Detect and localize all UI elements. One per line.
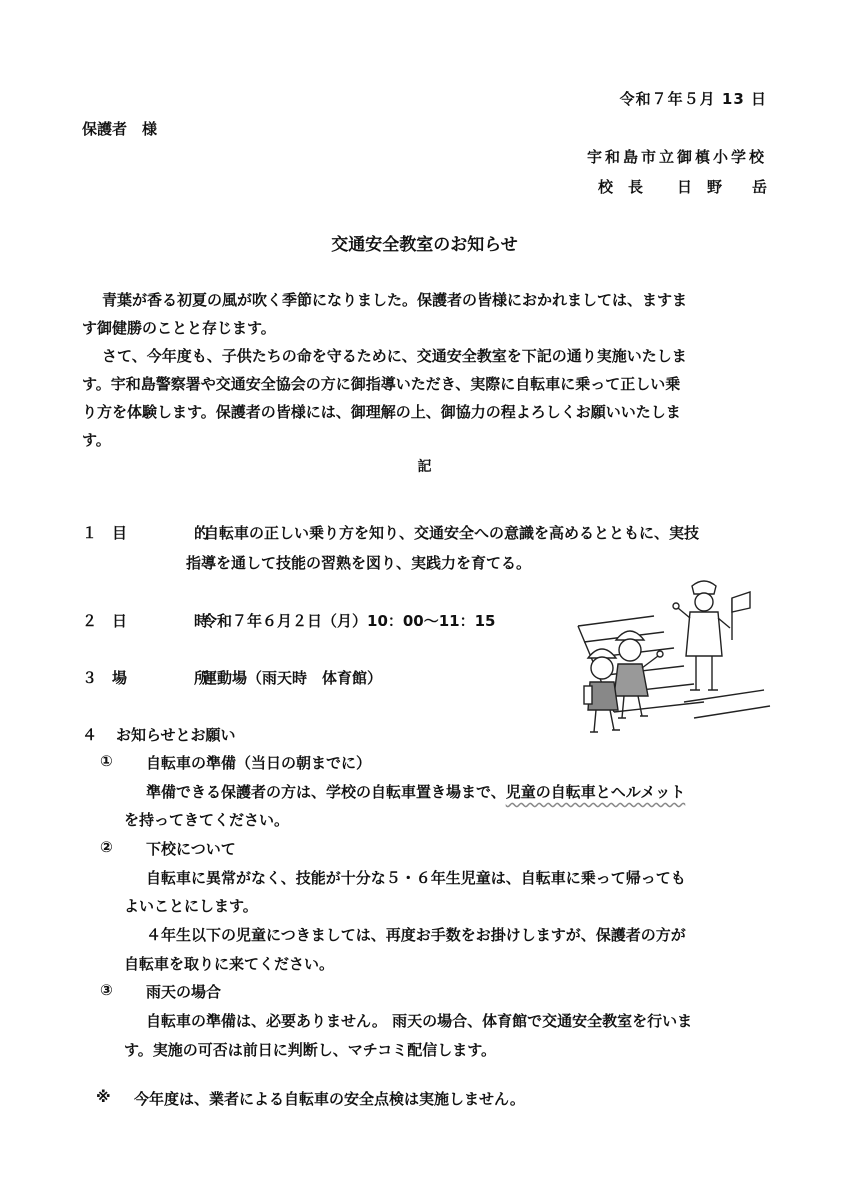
item-1-text-line-2: 指導を通して技能の習熟を図り、実践力を育てる。 bbox=[186, 554, 532, 572]
item-1-number: １ bbox=[82, 524, 98, 542]
sub-2-line-4: 自転車を取りに来てください。 bbox=[124, 955, 335, 973]
document-title: 交通安全教室のお知らせ bbox=[331, 235, 518, 255]
item-2-text: 令和７年６月２日（月）10：00～11：15 bbox=[202, 612, 496, 630]
principal-title: 校 長 bbox=[597, 178, 643, 196]
principal-name: 日 野 岳 bbox=[676, 178, 767, 196]
sub-3-line-2: す。実施の可否は前日に判断し、マチコミ配信します。 bbox=[124, 1041, 497, 1059]
item-1-text-line-1: 自転車の正しい乗り方を知り、交通安全への意識を高めるとともに、実技 bbox=[204, 524, 700, 542]
sub-2-line-2: よいことにします。 bbox=[124, 897, 258, 915]
sender-school: 宇和島市立御槙小学校 bbox=[586, 148, 767, 166]
item-2-label: 日 時 bbox=[112, 612, 236, 630]
item-4-label: お知らせとお願い bbox=[116, 726, 236, 744]
sub-2-mark: ② bbox=[100, 838, 113, 856]
intro-p1-line-2: す御健勝のことと存じます。 bbox=[82, 319, 276, 337]
sender-principal bbox=[598, 176, 767, 197]
intro-p2-line-4: す。 bbox=[82, 431, 111, 449]
traffic-safety-illustration bbox=[574, 578, 774, 738]
item-3-number: ３ bbox=[82, 669, 98, 687]
footnote-mark: ※ bbox=[96, 1088, 111, 1106]
child-figure-1 bbox=[614, 631, 663, 718]
addressee: 保護者 様 bbox=[82, 120, 158, 138]
sub-2-line-1: 自転車に異常がなく、技能が十分な５・６年生児童は、自転車に乗って帰っても bbox=[146, 869, 686, 887]
intro-p2-line-2: す。宇和島警察署や交通安全協会の方に御指導いただき、実際に自転車に乗って正しい乗 bbox=[82, 375, 681, 393]
sub-1-line-1 bbox=[146, 781, 685, 802]
item-3-text: 運動場（雨天時 体育館） bbox=[202, 669, 383, 687]
intro-p2-line-1: さて、今年度も、子供たちの命を守るために、交通安全教室を下記の通り実施いたしま bbox=[102, 347, 687, 365]
item-1-label: 目 的 bbox=[112, 524, 236, 542]
ki-mark: 記 bbox=[417, 459, 432, 475]
footnote-text: 今年度は、業者による自転車の安全点検は実施しません。 bbox=[134, 1090, 525, 1108]
sub-3-title: 雨天の場合 bbox=[146, 983, 222, 1001]
sub-2-line-3: ４年生以下の児童につきましては、再度お手数をお掛けしますが、保護者の方が bbox=[146, 926, 686, 944]
item-2-number: ２ bbox=[82, 612, 98, 630]
document-date: 令和７年５月 13 日 bbox=[619, 90, 767, 108]
sub-3-mark: ③ bbox=[100, 981, 113, 999]
crossing-guard-figure bbox=[673, 581, 750, 690]
item-3-label: 場 所 bbox=[112, 669, 236, 687]
sub-1-line-1-a: 準備できる保護者の方は、学校の自転車置き場まで、 bbox=[146, 783, 506, 801]
child-figure-2 bbox=[584, 649, 620, 732]
sub-1-line-2: を持ってきてください。 bbox=[124, 811, 290, 829]
sub-2-title: 下校について bbox=[146, 840, 236, 858]
sub-3-line-1: 自転車の準備は、必要ありません。 雨天の場合、体育館で交通安全教室を行いま bbox=[146, 1012, 693, 1030]
sub-1-line-1-emphasis: 児童の自転車とヘルメット bbox=[505, 783, 686, 801]
sub-1-title: 自転車の準備（当日の朝までに） bbox=[146, 754, 372, 772]
item-4-number: ４ bbox=[82, 726, 98, 744]
intro-p1-line-1: 青葉が香る初夏の風が吹く季節になりました。保護者の皆様におかれましては、ますま bbox=[102, 291, 688, 309]
sub-1-mark: ① bbox=[100, 752, 113, 770]
intro-p2-line-3: り方を体験します。保護者の皆様には、御理解の上、御協力の程よろしくお願いいたしま bbox=[82, 403, 681, 421]
